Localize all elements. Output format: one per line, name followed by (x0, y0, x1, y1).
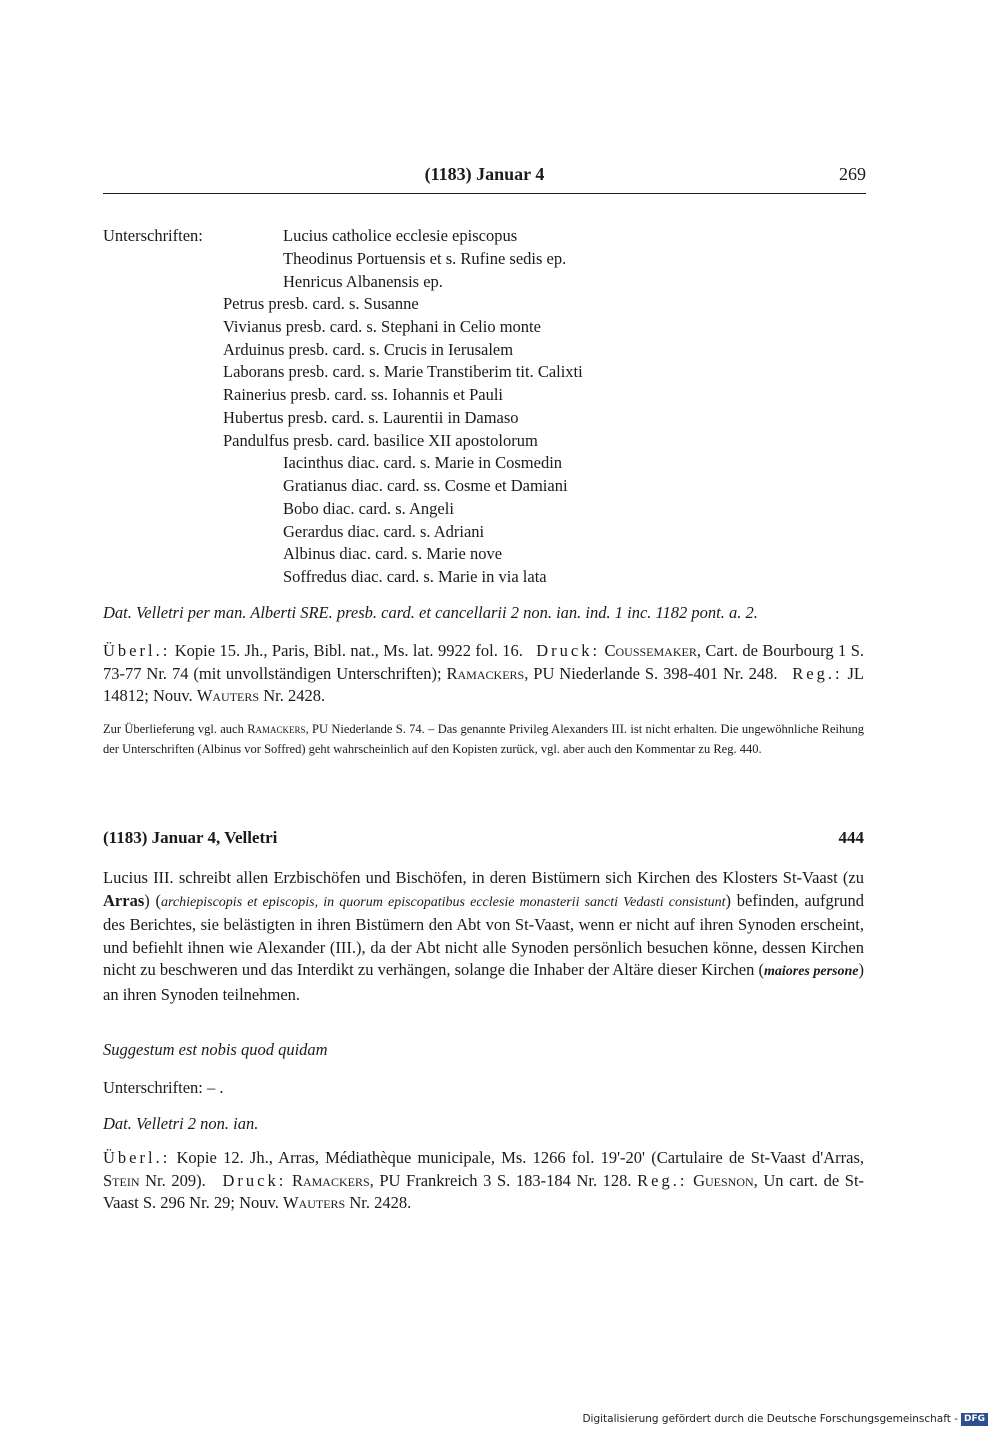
druck-text-2: , PU Niederlande S. 398-401 Nr. 248. (524, 663, 778, 683)
subscription-line: Arduinus presb. card. s. Crucis in Ierusalem (223, 340, 514, 359)
reg-author: Guesnon (693, 1170, 754, 1190)
subscription-line: Gerardus diac. card. s. Adriani (283, 522, 485, 541)
subscription-line: Soffredus diac. card. s. Marie in via lata (283, 567, 547, 586)
subscription-line: Rainerius presb. card. ss. Iohannis et Pauli (223, 385, 503, 404)
druck-author: Coussemaker (604, 641, 697, 660)
regest-text: ) an ihren Synoden teilnehmen. (103, 960, 865, 1004)
subscription-line: Gratianus diac. card. ss. Cosme et Damiani (283, 476, 568, 495)
dfg-logo: DFG (961, 1413, 988, 1426)
note-text: , PU Niederlande S. 74. – Das genannte Privileg Alexanders III. ist nicht erhalten. Die ungewöhnliche Reihung der Unterschriften (Albinus vor Soffred) geht wahrscheinlich auf den Kopisten zurück, vgl. aber auch den Kommentar zu Reg. 440. (103, 722, 864, 756)
druck-text: , Cart. de Bourbourg 1 S. 73-77 Nr. 74 (mit unvollständigen Unterschriften); (103, 641, 865, 683)
note-text: Zur Überlieferung vgl. auch (103, 722, 244, 736)
subscription-line: Vivianus presb. card. s. Stephani in Celio monte (223, 317, 541, 336)
subscription-line: Bobo diac. card. s. Angeli (283, 499, 454, 518)
entry-tradition-note (103, 1147, 864, 1215)
note-author: Ramackers (247, 722, 306, 736)
page-number: 269 (839, 164, 866, 184)
regest-text: Lucius III. schreibt allen Erzbischöfen und Bischöfen, in deren Bistümern sich Kirchen des Klosters St-Vaast (zu (103, 868, 864, 887)
reg-text-2: Nr. 2428. (263, 686, 326, 706)
dating-clause: Dat. Velletri per man. Alberti SRE. presb. card. et cancellarii 2 non. ian. ind. 1 inc. 1182 pont. a. 2. (103, 603, 758, 622)
subscription-label: Unterschriften: (103, 226, 203, 245)
stein-author: Stein (103, 1170, 140, 1190)
reg-text-2: Nr. 2428. (349, 1193, 412, 1213)
reg-text: JL 14812; Nouv. (103, 663, 864, 706)
ueberl-label: Überl.: (103, 1148, 171, 1167)
regest-latin: maiores persone (763, 964, 859, 980)
regest-place: Arras (103, 890, 145, 910)
druck-label: Druck: (536, 641, 601, 660)
reg-author-2: Wauters (282, 1193, 346, 1213)
ueberl-text: Kopie 12. Jh., Arras, Médiathèque municipale, Ms. 1266 fol. 19'-20' (Cartulaire de St-Vaast d'Arras, (176, 1148, 864, 1167)
running-head (103, 162, 866, 190)
tradition-note (103, 640, 864, 708)
reg-text: , Un cart. de St-Vaast S. 296 Nr. 29; Nouv. (103, 1170, 865, 1213)
stein-text: Nr. 209). (145, 1170, 206, 1190)
druck-label: Druck: (222, 1170, 287, 1190)
regest-paragraph (103, 867, 864, 1007)
subscription-line: Petrus presb. card. s. Susanne (223, 294, 419, 313)
ueberl-text: Kopie 15. Jh., Paris, Bibl. nat., Ms. lat. 9922 fol. 16. (174, 641, 523, 660)
regest-latin: archiepiscopis et episcopis, in quorum episcopatibus ecclesie monasterii sancti Vedasti consistunt (161, 894, 726, 910)
regest-text: ) ( (144, 890, 161, 910)
subscription-line: Pandulfus presb. card. basilice XII apostolorum (223, 431, 538, 450)
druck-author-2: Ramackers (446, 663, 525, 683)
entry-heading (103, 826, 864, 850)
reg-label: Reg.: (792, 663, 843, 683)
commentary-note (103, 720, 864, 759)
ueberl-label: Überl.: (103, 641, 171, 660)
incipit: Suggestum est nobis quod quidam (103, 1040, 328, 1059)
subscription-line: Iacinthus diac. card. s. Marie in Cosmedin (283, 453, 563, 472)
digitization-footer (582, 1411, 988, 1427)
druck-text: , PU Frankreich 3 S. 183-184 Nr. 128. (369, 1170, 632, 1190)
regest-text: ) befinden, aufgrund des Berichtes, sie belästigten in ihren Bistümern den Abt von St-Vaast, wenn er nicht auf ihren Synoden erscheint, und befiehlt ihnen wie Alexander (III.), da der Abt nicht alle Synoden persönlich besuchen könne, dessen Kirchen nicht zu beschweren und das Interdikt zu verhängen, solange die Inhaber der Altäre dieser Kirchen ( (103, 890, 864, 980)
subscription-line: Lucius catholice ecclesie episcopus (283, 226, 518, 245)
subscription-line: Albinus diac. card. s. Marie nove (283, 544, 503, 563)
subscription-line: Theodinus Portuensis et s. Rufine sedis ep. (283, 249, 567, 268)
druck-author: Ramackers (291, 1170, 370, 1190)
subscription-line: Hubertus presb. card. s. Laurentii in Damaso (223, 408, 519, 427)
subscription-line: Laborans presb. card. s. Marie Transtiberim tit. Calixti (223, 362, 583, 381)
entry-number: 444 (838, 828, 864, 847)
reg-label: Reg.: (637, 1170, 688, 1190)
reg-author: Wauters (196, 686, 260, 706)
header-rule (103, 193, 866, 194)
footer-text: Digitalisierung gefördert durch die Deutsche Forschungsgemeinschaft - (582, 1413, 958, 1425)
entry-subscriptions: Unterschriften: – . (103, 1078, 224, 1097)
entry-dating: Dat. Velletri 2 non. ian. (103, 1114, 259, 1133)
subscription-line: Henricus Albanensis ep. (283, 272, 443, 291)
entry-title: (1183) Januar 4, Velletri (103, 828, 278, 847)
running-title: (1183) Januar 4 (424, 164, 545, 184)
